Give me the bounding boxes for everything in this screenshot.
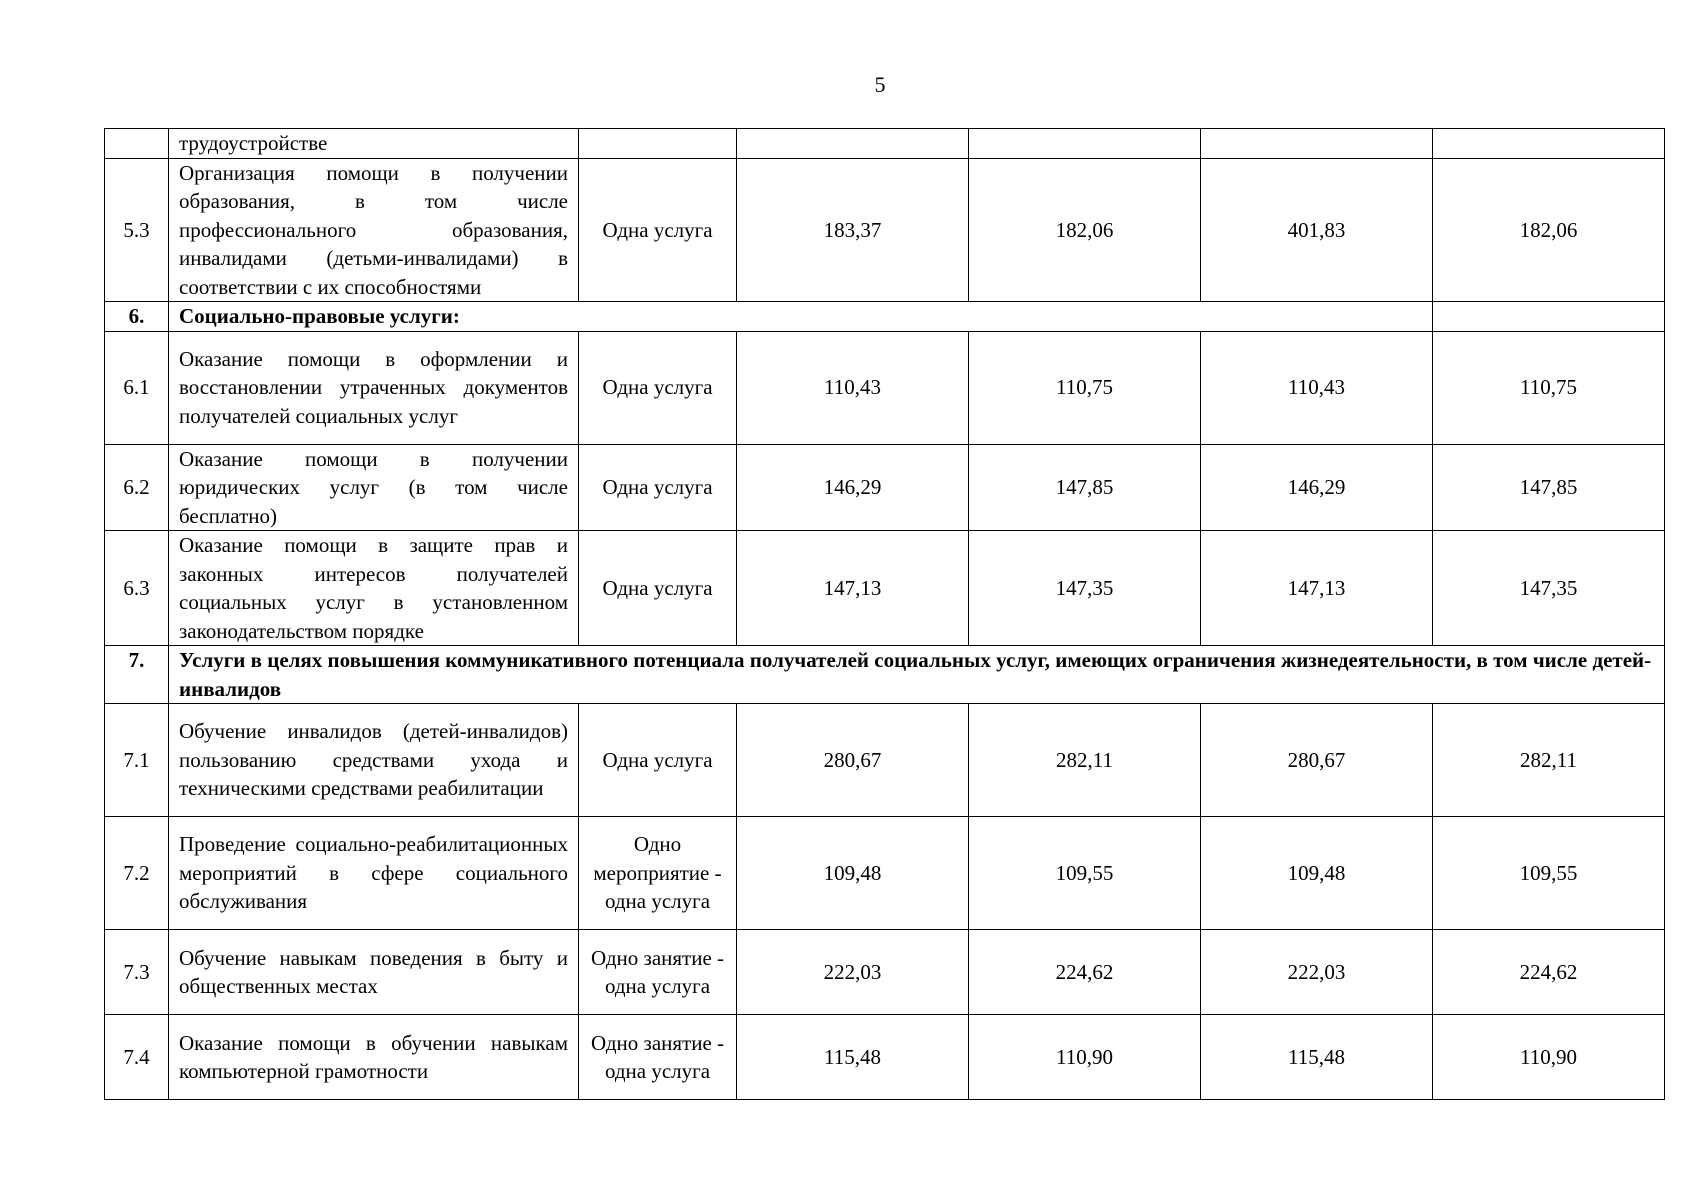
table-row <box>105 331 1665 444</box>
value-cell: 110,90 <box>1433 1015 1665 1100</box>
value-cell: 147,85 <box>969 444 1201 531</box>
row-number: 6.3 <box>105 531 169 646</box>
value-cell: 110,75 <box>1433 331 1665 444</box>
row-number: 6.1 <box>105 331 169 444</box>
value-cell: 109,48 <box>1201 817 1433 930</box>
value-cell <box>969 129 1201 159</box>
service-name: Оказание помощи в оформлении и восстановлении утраченных документов получателей социальных услуг <box>169 331 579 444</box>
value-cell: 182,06 <box>969 158 1201 302</box>
value-cell: 115,48 <box>1201 1015 1433 1100</box>
value-cell: 401,83 <box>1201 158 1433 302</box>
service-unit: Одна услуга <box>579 158 737 302</box>
value-cell: 110,43 <box>737 331 969 444</box>
value-cell <box>737 129 969 159</box>
service-name: Оказание помощи в получении юридических услуг (в том числе бесплатно) <box>169 444 579 531</box>
service-unit <box>579 129 737 159</box>
value-cell: 183,37 <box>737 158 969 302</box>
service-unit: Одно занятие - одна услуга <box>579 930 737 1015</box>
table-row <box>105 158 1665 302</box>
value-cell: 282,11 <box>969 704 1201 817</box>
service-unit: Одно занятие - одна услуга <box>579 1015 737 1100</box>
table-row <box>105 1015 1665 1100</box>
service-unit: Одно мероприятие - одна услуга <box>579 817 737 930</box>
value-cell: 110,90 <box>969 1015 1201 1100</box>
value-cell: 147,13 <box>1201 531 1433 646</box>
table-row <box>105 129 1665 159</box>
service-unit: Одна услуга <box>579 331 737 444</box>
value-cell: 110,75 <box>969 331 1201 444</box>
service-name: Обучение навыкам поведения в быту и общественных местах <box>169 930 579 1015</box>
service-unit: Одна услуга <box>579 444 737 531</box>
service-name: трудоустройстве <box>169 129 579 159</box>
value-cell: 110,43 <box>1201 331 1433 444</box>
service-name: Оказание помощи в обучении навыкам компьютерной грамотности <box>169 1015 579 1100</box>
value-cell <box>1433 129 1665 159</box>
service-unit: Одна услуга <box>579 704 737 817</box>
value-cell: 280,67 <box>737 704 969 817</box>
table-row <box>105 930 1665 1015</box>
section-row <box>105 646 1665 704</box>
row-number: 6.2 <box>105 444 169 531</box>
row-number: 7.1 <box>105 704 169 817</box>
table-row <box>105 704 1665 817</box>
service-name: Оказание помощи в защите прав и законных интересов получателей социальных услуг в установленном законодательством порядке <box>169 531 579 646</box>
value-cell: 109,48 <box>737 817 969 930</box>
service-name: Организация помощи в получении образования, в том числе профессионального образования, инвалидами (детьми-инвалидами) в соответствии с их способностями <box>169 158 579 302</box>
section-number: 7. <box>105 646 169 704</box>
value-cell: 282,11 <box>1433 704 1665 817</box>
value-cell: 224,62 <box>1433 930 1665 1015</box>
value-cell: 109,55 <box>969 817 1201 930</box>
value-cell: 115,48 <box>737 1015 969 1100</box>
value-cell: 147,85 <box>1433 444 1665 531</box>
empty-cell <box>1433 302 1665 332</box>
service-unit: Одна услуга <box>579 531 737 646</box>
value-cell: 147,35 <box>1433 531 1665 646</box>
row-number: 5.3 <box>105 158 169 302</box>
service-name: Проведение социально-реабилитационных мероприятий в сфере социального обслуживания <box>169 817 579 930</box>
value-cell: 109,55 <box>1433 817 1665 930</box>
value-cell <box>1201 129 1433 159</box>
table-row <box>105 444 1665 531</box>
value-cell: 146,29 <box>1201 444 1433 531</box>
value-cell: 147,13 <box>737 531 969 646</box>
section-title: Услуги в целях повышения коммуникативного потенциала получателей социальных услуг, имеющих ограничения жизнедеятельности, в том числе детей-инвалидов <box>169 646 1665 704</box>
row-number: 7.4 <box>105 1015 169 1100</box>
table-row <box>105 531 1665 646</box>
value-cell: 146,29 <box>737 444 969 531</box>
value-cell: 224,62 <box>969 930 1201 1015</box>
value-cell: 182,06 <box>1433 158 1665 302</box>
row-number <box>105 129 169 159</box>
section-title: Социально-правовые услуги: <box>169 302 1433 332</box>
row-number: 7.2 <box>105 817 169 930</box>
value-cell: 280,67 <box>1201 704 1433 817</box>
service-name: Обучение инвалидов (детей-инвалидов) пользованию средствами ухода и техническими средствами реабилитации <box>169 704 579 817</box>
section-number: 6. <box>105 302 169 332</box>
value-cell: 222,03 <box>737 930 969 1015</box>
value-cell: 222,03 <box>1201 930 1433 1015</box>
section-row <box>105 302 1665 332</box>
table-row <box>105 817 1665 930</box>
page-number: 5 <box>874 72 886 97</box>
row-number: 7.3 <box>105 930 169 1015</box>
value-cell: 147,35 <box>969 531 1201 646</box>
services-table <box>104 128 1665 1100</box>
